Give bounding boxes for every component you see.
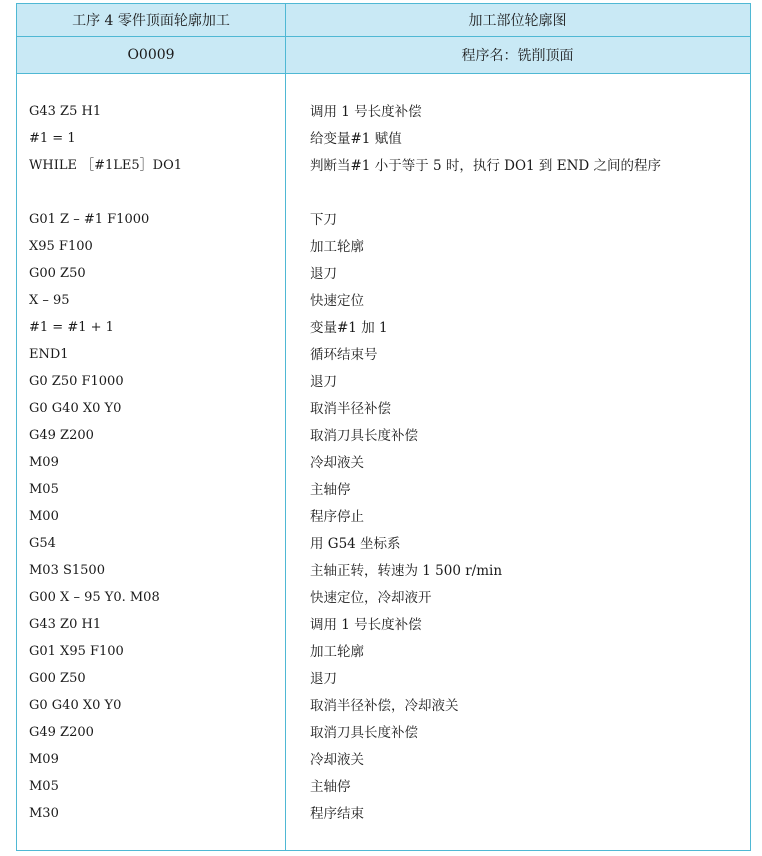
code-line: M09 [29,455,59,470]
code-description: 加工轮廓 [310,239,364,255]
code-line: G43 Z5 H1 [29,104,102,119]
code-line: M00 [29,509,59,524]
code-description: 主轴停 [310,482,351,498]
code-description: 冷却液关 [310,455,364,471]
table-header-row [17,4,750,37]
code-description: 下刀 [310,212,337,228]
code-description: 程序结束 [310,806,364,822]
code-line: M05 [29,482,59,497]
process-title: 工序 4 零件顶面轮廓加工 [72,13,230,29]
code-description: 取消刀具长度补偿 [310,428,418,444]
code-description: 主轴正转，转速为 1 500 r/min [310,563,503,579]
code-description: 退刀 [310,266,337,282]
code-line: G01 X95 F100 [29,644,124,659]
code-line: G01 Z – #1 F1000 [29,212,150,227]
code-description: 退刀 [310,374,337,390]
code-line: X – 95 [29,293,70,308]
code-line: G54 [29,536,56,551]
code-description: 取消半径补偿 [310,401,391,417]
code-description: 循环结束号 [310,347,378,363]
code-description: 判断当#1 小于等于 5 时，执行 DO1 到 END 之间的程序 [310,158,661,174]
code-line: M09 [29,752,59,767]
code-description: 程序停止 [310,509,364,525]
code-line: WHILE ［#1LE5］DO1 [29,158,182,173]
program-name: 程序名：铣削顶面 [461,48,574,64]
code-line: G00 Z50 [29,671,86,686]
code-description: 调用 1 号长度补偿 [310,617,422,633]
code-line: G00 Z50 [29,266,86,281]
code-line: G0 G40 X0 Y0 [29,401,122,416]
code-description: 调用 1 号长度补偿 [310,104,422,120]
code-description: 快速定位 [310,293,364,309]
code-description: 取消刀具长度补偿 [310,725,418,741]
code-line: G00 X – 95 Y0. M08 [29,590,160,605]
code-description: 变量#1 加 1 [310,320,388,336]
program-body [17,74,750,850]
code-line: M05 [29,779,59,794]
code-line: M30 [29,806,59,821]
code-description: 主轴停 [310,779,351,795]
code-line: G0 G40 X0 Y0 [29,698,122,713]
code-line: M03 S1500 [29,563,105,578]
code-description: 给变量#1 赋值 [310,131,402,147]
code-description: 冷却液关 [310,752,364,768]
code-line: G43 Z0 H1 [29,617,102,632]
program-table [16,3,751,851]
code-line: G49 Z200 [29,428,94,443]
code-line: END1 [29,347,69,362]
program-info-row [17,37,750,74]
code-line: #1 = 1 [29,131,76,146]
program-number: O0009 [127,47,175,63]
code-line: G0 Z50 F1000 [29,374,124,389]
code-line: #1 = #1 + 1 [29,320,114,335]
code-line: G49 Z200 [29,725,94,740]
code-line: X95 F100 [29,239,93,254]
code-description: 加工轮廓 [310,644,364,660]
code-description: 用 G54 坐标系 [310,536,401,552]
contour-drawing-title: 加工部位轮廓图 [468,13,567,29]
code-description: 快速定位，冷却液开 [310,590,432,606]
code-description: 退刀 [310,671,337,687]
code-description: 取消半径补偿，冷却液关 [310,698,459,714]
